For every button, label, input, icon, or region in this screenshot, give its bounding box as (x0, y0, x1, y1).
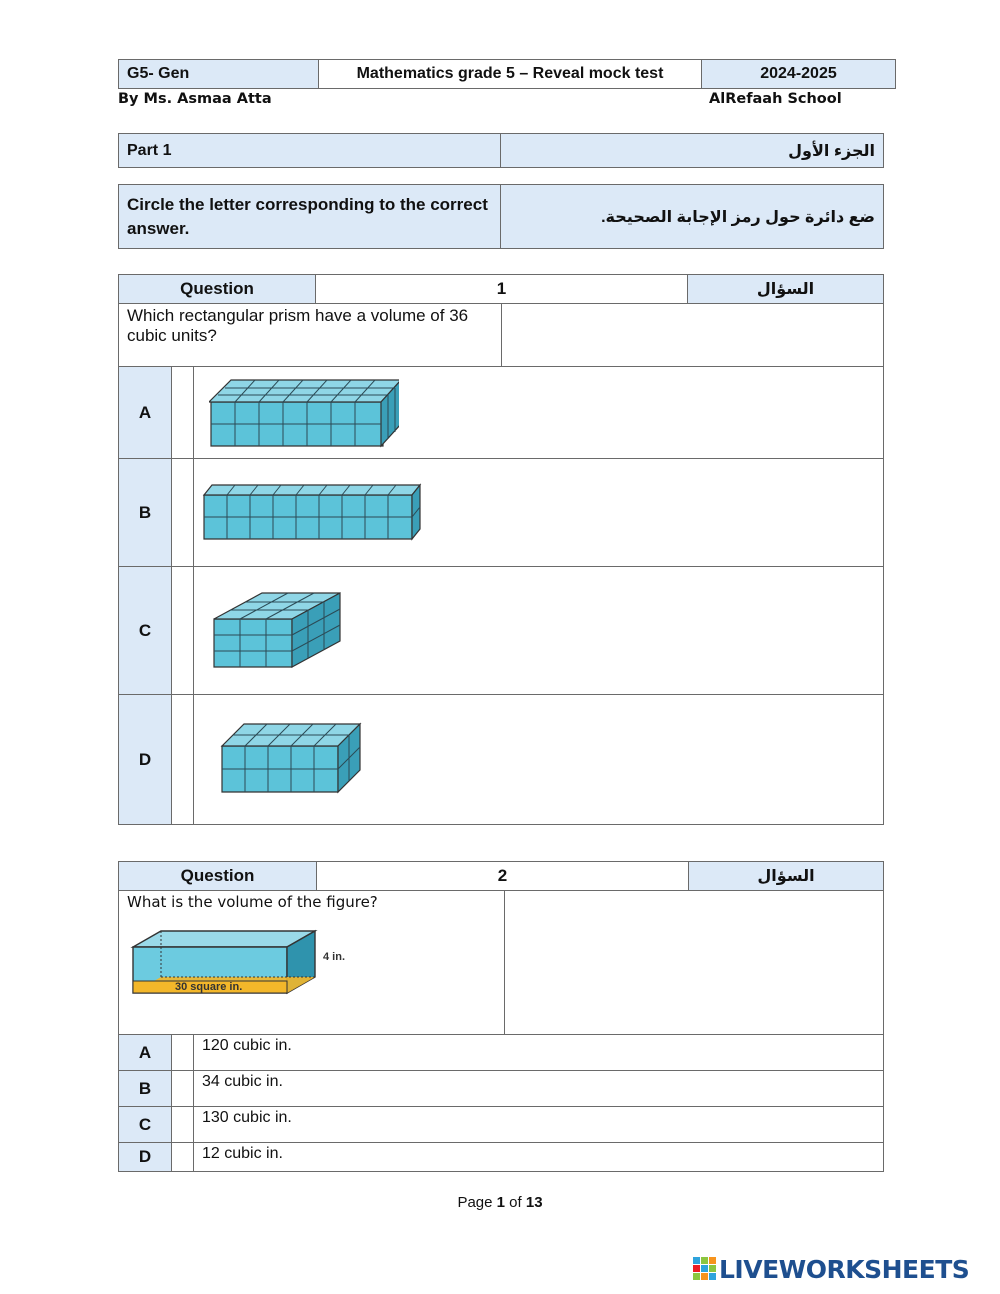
question-2-figure (127, 929, 367, 1009)
option-d-figure (194, 695, 884, 825)
option-c-mark[interactable] (172, 1107, 194, 1143)
question-1-prompt: Which rectangular prism have a volume of 36 cubic units? (119, 304, 502, 367)
part-table (118, 133, 884, 168)
page-of: of (509, 1194, 522, 1211)
option-d-mark[interactable] (172, 1143, 194, 1172)
option-d-mark[interactable] (172, 695, 194, 825)
option-c-mark[interactable] (172, 567, 194, 695)
liveworksheets-logo-icon (693, 1257, 717, 1281)
question-2-table (118, 861, 884, 1172)
question-1-number: 1 (316, 275, 688, 304)
height-label: 4 in. (323, 951, 346, 963)
prism-cube-stack-icon (220, 720, 390, 800)
question-1-answer-space (502, 304, 884, 367)
page-total: 13 (525, 1194, 543, 1211)
option-b-text[interactable]: 34 cubic in. (194, 1071, 884, 1107)
brand-name: LIVEWORKSHEETS (719, 1254, 970, 1284)
option-c-letter[interactable]: C (119, 1107, 172, 1143)
question-2-prompt-cell (119, 891, 505, 1035)
option-b-mark[interactable] (172, 459, 194, 567)
option-a-text[interactable]: 120 cubic in. (194, 1035, 884, 1071)
header-table (118, 59, 896, 89)
question-1-table (118, 274, 884, 825)
option-c-text[interactable]: 130 cubic in. (194, 1107, 884, 1143)
question-2-prompt: What is the volume of the figure? (127, 893, 378, 911)
option-c-letter[interactable]: C (119, 567, 172, 695)
author-name: By Ms. Asmaa Atta (118, 91, 272, 107)
option-a-letter[interactable]: A (119, 1035, 172, 1071)
grade-cell: G5- Gen (119, 60, 319, 89)
option-d-letter[interactable]: D (119, 695, 172, 825)
liveworksheets-brand[interactable] (693, 1254, 969, 1284)
option-c-figure (194, 567, 884, 695)
page-current: 1 (496, 1194, 505, 1211)
question-2-answer-space (505, 891, 884, 1035)
prism-cube-stack-icon (212, 591, 372, 671)
option-b-mark[interactable] (172, 1071, 194, 1107)
option-a-mark[interactable] (172, 367, 194, 459)
option-a-mark[interactable] (172, 1035, 194, 1071)
question-2-label: Question (119, 862, 317, 891)
option-b-letter[interactable]: B (119, 459, 172, 567)
year-cell: 2024-2025 (702, 60, 896, 89)
base-area-label: 30 square in. (175, 981, 243, 993)
instructions-table (118, 184, 884, 249)
option-b-figure (194, 459, 884, 567)
option-b-letter[interactable]: B (119, 1071, 172, 1107)
option-a-letter[interactable]: A (119, 367, 172, 459)
instruction-ar: ضع دائرة حول رمز الإجابة الصحيحة. (501, 185, 884, 249)
option-a-figure (194, 367, 884, 459)
option-d-letter[interactable]: D (119, 1143, 172, 1172)
rectangular-prism-icon (127, 929, 367, 1009)
page-number (0, 1194, 1000, 1211)
prism-cube-stack-icon (209, 378, 399, 448)
question-2-number: 2 (317, 862, 689, 891)
subject-cell: Mathematics grade 5 – Reveal mock test (319, 60, 702, 89)
part-label-en: Part 1 (119, 134, 501, 168)
question-1-label: Question (119, 275, 316, 304)
part-label-ar: الجزء الأول (501, 134, 884, 168)
instruction-en: Circle the letter corresponding to the correct answer. (119, 185, 501, 249)
prism-cube-stack-icon (202, 483, 432, 543)
option-d-text[interactable]: 12 cubic in. (194, 1143, 884, 1172)
question-2-label-ar: السؤال (689, 862, 884, 891)
school-name: AlRefaah School (709, 91, 842, 107)
page-prefix: Page (457, 1194, 493, 1211)
question-1-label-ar: السؤال (688, 275, 884, 304)
